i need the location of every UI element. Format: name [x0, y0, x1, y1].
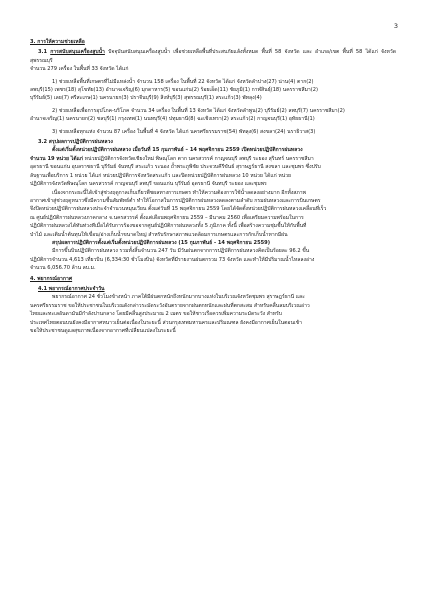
section-3-1-intro-l1: ปัจจุบันสนับสนุนเครื่องสูบน้ำ เพื่อช่วยเหลือพื้นที่ประสบภัยแล้งทั้งหมด พื้นที่ 58 จังหวัด และ อำเภอ/เขต พื้นที่ 58 ได้แก่ จังหวัดสุพรรณบุรี — [30, 49, 396, 64]
section-3-1-intro-l2: จำนวน 279 เครื่อง ในพื้นที่ 33 จังหวัด ได้แก่ — [30, 66, 129, 73]
section-3-2-para1-l3: อุดรธานี ขอนแก่น อุบลราชธานี บุรีรัมย์ จันทบุรี สระแก้ว ระนอง ถ้ำพระภูพิชัย ประจวบคีรีขันธ์ สุราษฎร์ธานี สงขลา และชุมพร ซึ่งปรับ — [30, 164, 321, 171]
section-3-1-intro — [30, 48, 396, 65]
section-3-2-para2-l3: จึงปิดหน่วยปฏิบัติการฝนหลวงประจำจำนวนหมุนเวียน ตั้งแต่วันที่ 15 พฤศจิกายน 2559 โดยได้จัดตั้งหน่วยปฏิบัติการฝนหลวงเคลื่อนที่เร็ว — [30, 206, 327, 213]
section-3-2-para2-l6: ป่าไม้ และเติมน้ำต้นทุนให้เขื่อน/อ่างเก็บน้ำขนาดใหญ่ สำหรับรักษาสภาพแวดล้อมการเกษตรและการกักเก็บน้ำหากมีฝน — [30, 231, 288, 238]
section-4-1-title: 4.1 พยากรณ์อากาศประจำวัน — [38, 285, 105, 292]
section-3-2-subhead-l2 — [30, 155, 396, 163]
section-3-1-label: 3.1 — [38, 49, 48, 56]
forecast-l1: พยากรณ์อากาศ 24 ชั่วโมงข้างหน้า ภาคใต้มีฝนตกหนักถึงหนักมากบางแห่งในบริเวณจังหวัดชุมพร สุราษฎร์ธานี และ — [52, 294, 305, 301]
forecast-l2: นครศรีธรรมราช ขอให้ประชาชนในบริเวณดังกล่าวระมัดระวังอันตรายจากฝนตกหนักและฝนที่ตกสะสม สำหรับคลื่นลมบริเวณอ่าว — [30, 302, 310, 309]
item-1-l3: บุรีรัมย์(5) เลย(7) ศรีสะเกษ(1) นครนายก(3) ปราจีนบุรี(9) สิงห์บุรี(3) สุพรรณบุรี(1) สระแก้ว(3) พัทลุง(4) — [30, 95, 262, 102]
summary-l2: ปฏิบัติการจำนวน 4,613 เที่ยวบิน (6,334:30 ชั่วโมงบิน) จังหวัดที่มีรายงานฝนตกรวม 73 จังหวัด และทำให้มีปริมาณน้ำไหลลงอ่าง — [30, 256, 315, 263]
section-3-heading: 3. การให้ความช่วยเหลือ — [30, 39, 85, 45]
item-2-l1: 2) ช่วยเหลือเพื่อการอุปโภค-บริโภค จำนวน 34 เครื่อง ในพื้นที่ 13 จังหวัด ได้แก่ จังหวัดลำพูน(2) บุรีรัมย์(2) ลพบุรี(7) นครราชสีมา(2) — [52, 107, 345, 114]
item-1-l1: 1) ช่วยเหลือพื้นที่เกษตรที่ไม่มีแหล่งน้ำ จำนวน 158 เครื่อง ในพื้นที่ 22 จังหวัด ได้แก่ จังหวัดลำปาง(27) น่าน(4) ตาก(2) — [52, 78, 314, 85]
item-2-l2: อำนาจเจริญ(1) นครนายก(2) ชลบุรี(1) กรุงเทพ(1) นนทบุรี(4) ปทุมธานี(8) ฉะเชิงเทรา(2) สระแก้ว(2) กาญจนบุรี(1) อุทัยธานี(1) — [30, 116, 315, 123]
item-1-l2: ลพบุรี(15) เพชร(18) สุโขทัย(13) อำนาจเจริญ(6) มุกดาหาร(5) ขอนแก่น(2) ร้อยเอ็ด(11) ชัยภูมิ(1) กาฬสินธุ์(18) นครราชสีมา(2) — [30, 87, 319, 94]
section-3-2-para1-l5: ปฏิบัติการจังหวัดพิษณุโลก นครสวรรค์ กาญจนบุรี ลพบุรี ขอนแก่น บุรีรัมย์ อุดรธานี จันทบุรี ระยอง และชุมพร — [30, 181, 267, 188]
forecast-l4: ประเทศไทยตอนบนยังคงมีอากาศหนาวเย็นต่อเนื่องในระยะนี้ ส่วนกรุงเทพมหานครและปริมณฑล ยังคงมีอากาศเย็นในตอนเช้า — [30, 319, 302, 326]
forecast-l5: ขอให้ประชาชนดูแลสุขภาพเนื่องจากอากาศที่เปลี่ยนแปลงในระยะนี้ — [30, 328, 176, 334]
section-4-heading: 4. พยากรณ์อากาศ — [30, 275, 73, 282]
section-3-2-subhead-l1: ตั้งแต่เริ่มตั้งหน่วยปฏิบัติการฝนหลวง เมื่อวันที่ 15 กุมภาพันธ์ – 14 พฤศจิกายน 2559 เปิดหน่วยปฏิบัติการฝนหลวง — [52, 147, 303, 154]
section-3-2-units-count: จำนวน 19 หน่วย ได้แก่ — [30, 155, 83, 162]
forecast-l3: ไทยและทะเลอันดามันมีกำลังปานกลาง โดยมีคลื่นสูงประมาณ 2 เมตร ขอให้ชาวเรือควรเพิ่มความระมัดระวัง สำหรับ — [30, 311, 283, 318]
summary-l1: มีการขึ้นบินปฏิบัติการฝนหลวง รวมทั้งสิ้นจำนวน 247 วัน มีวันฝนตกจากการปฏิบัติการฝนหลวงคิดเป็นร้อยละ 96.2 ขึ้น — [52, 248, 310, 255]
section-3-2-para2-l5: ปฏิบัติการฝนหลวงได้ทันท่วงทีเมื่อได้รับการร้องขอจากศูนย์ปฏิบัติการฝนหลวงทั้ง 5 ภูมิภาค ทั้งนี้ เพื่อสร้างความชุ่มชื้นให้กับพื้นที่ — [30, 223, 307, 230]
section-3-1-title: การสนับสนุนเครื่องสูบน้ำ — [50, 49, 105, 56]
section-3-2-para2-l4: ณ ศูนย์ปฏิบัติการฝนหลวงภาคกลาง จ.นครสวรรค์ ตั้งแต่เดือนพฤศจิกายน 2559 – มีนาคม 2560 เพื่อเตรียมความพร้อมในการ — [30, 214, 304, 221]
summary-l3: จำนวน 6,056.70 ล้าน ลบ.ม. — [30, 265, 96, 272]
section-3-2-para2-l2: อากาศเข้าสู่ช่วงฤดูหนาวซึ่งมีความชื้นสัมพัทธ์ต่ำ ทำให้โอกาสในการปฏิบัติการฝนหลวงลดลงตามลำดับ กรมฝนหลวงและการบินเกษตร — [30, 197, 321, 204]
summary-heading: สรุปผลการปฏิบัติการตั้งแต่เริ่มตั้งหน่วยปฏิบัติการฝนหลวง (15 กุมภาพันธ์ - 14 พฤศจิกายน 2559) — [52, 239, 271, 246]
document-body — [30, 38, 396, 335]
section-3-2-para2-l1: เนื่องจากระยะนี้ได้เข้าสู่ช่วงฤดูกาลเก็บเกี่ยวพืชผลทางการเกษตร ทำให้ความต้องการใช้น้ำลดลงอย่างมาก อีกทั้งสภาพ — [52, 189, 306, 196]
section-3-2-heading: 3.2 สรุปผลการปฏิบัติการฝนหลวง — [38, 139, 113, 146]
section-3-2-units-list: หน่วยปฏิบัติการจังหวัดเชียงใหม่ พิษณุโลก ตาก นครสวรรค์ กาญจนบุรี ลพบุรี ระยอง สุรินทร์ นครราชสีมา — [83, 155, 314, 162]
page-number: 3 — [393, 22, 398, 30]
section-3-2-para1-l4: ลับฐานเพื่อบริการ 1 หน่วย ได้แก่ หน่วยปฏิบัติการจังหวัดสระแก้ว และปิดหน่วยปฏิบัติการฝนหลวง 10 หน่วย ได้แก่ หน่วย — [30, 172, 292, 179]
item-3-l1: 3) ช่วยเหลือทุกแห่ง จำนวน 87 เครื่อง ในพื้นที่ 4 จังหวัด ได้แก่ นครศรีธรรมราช(54) พัทลุง(6) สงขลา(24) นราธิวาส(3) — [52, 128, 316, 135]
